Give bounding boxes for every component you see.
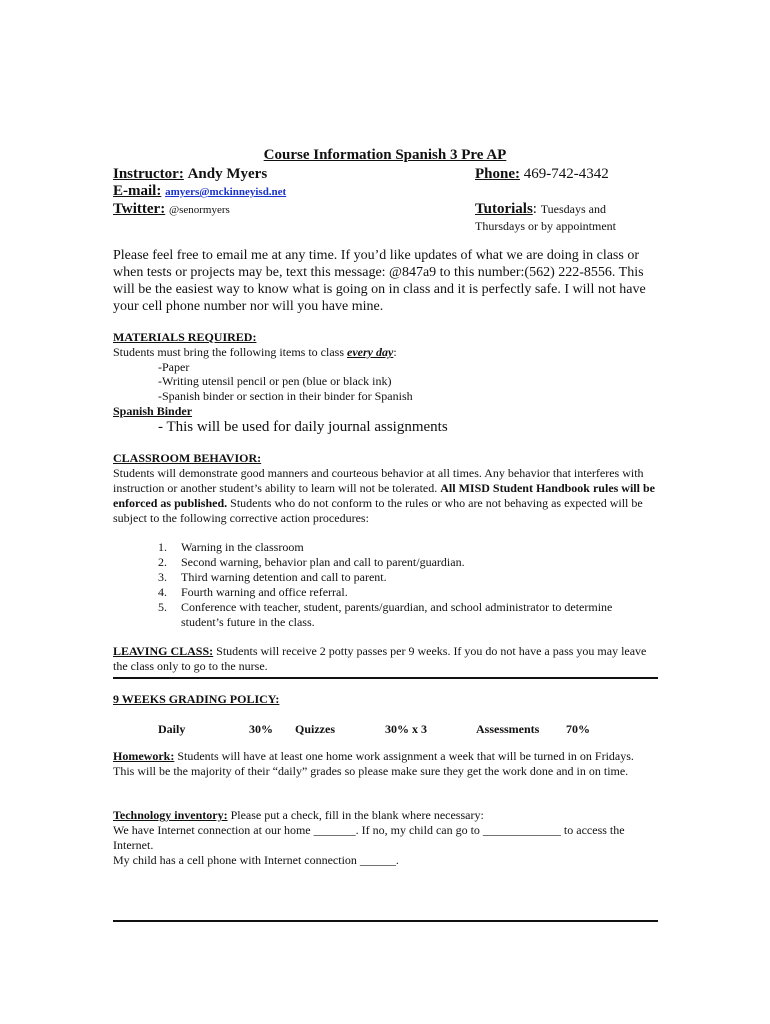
- behavior-heading: CLASSROOM BEHAVIOR:: [113, 451, 262, 465]
- instructor-name: Andy Myers: [187, 166, 268, 182]
- behavior-paragraph: [113, 466, 658, 526]
- list-item: [158, 555, 648, 570]
- page-title: Course Information Spanish 3 Pre AP: [263, 147, 507, 163]
- tutorials-days: Tuesdays and: [540, 202, 606, 216]
- behavior-text-a: Students will demonstrate good manners and courteous behavior at all times. Any behavior that interferes with instruction or another student’s ability to learn will not be tolerated.: [113, 466, 644, 495]
- grading-assessments-pct: 70%: [566, 722, 590, 736]
- list-item: [158, 600, 648, 630]
- section-divider: [113, 677, 658, 679]
- step-number: 2.: [158, 555, 167, 569]
- twitter-handle: @senormyers: [168, 204, 230, 216]
- leaving-class-paragraph: [113, 644, 658, 674]
- tutorials-days-continued: Thursdays or by appointment: [475, 219, 616, 233]
- list-item: [158, 570, 648, 585]
- step-text: Fourth warning and office referral.: [181, 585, 348, 599]
- material-item: -Paper: [158, 360, 190, 374]
- step-number: 4.: [158, 585, 167, 599]
- material-item: -Writing utensil pencil or pen (blue or black ink): [158, 374, 392, 388]
- step-number: 3.: [158, 570, 167, 584]
- homework-heading: Homework:: [113, 749, 175, 763]
- materials-lead-text: Students must bring the following items to class: [113, 345, 344, 359]
- step-text: Warning in the classroom: [181, 540, 304, 554]
- email-link[interactable]: amyers@mckinneyisd.net: [165, 186, 287, 198]
- phone-label: Phone:: [475, 166, 520, 182]
- step-text: Second warning, behavior plan and call to parent/guardian.: [181, 555, 465, 569]
- list-item: [158, 540, 648, 555]
- homework-text: Students will have at least one home work assignment a week that will be turned in on Fridays. This will be the majority of their “daily” grades so please make sure they get the work done and in on time.: [113, 749, 634, 778]
- technology-paragraph: [113, 808, 658, 868]
- tutorials-label: Tutorials: [475, 201, 533, 217]
- behavior-text-bold: All MISD Student Handbook rules will be enforced as published.: [113, 481, 655, 510]
- behavior-text-b: Students who do not conform to the rules or who are not behaving as expected will be subject to the following corrective action procedures:: [113, 496, 643, 525]
- list-item: [158, 585, 648, 600]
- technology-lead: Please put a check, fill in the blank where necessary:: [230, 808, 484, 822]
- step-number: 5.: [158, 600, 167, 614]
- phone-value: 469-742-4342: [523, 166, 609, 182]
- grading-quizzes-label: Quizzes: [295, 722, 335, 736]
- grading-daily-label: Daily: [158, 722, 186, 736]
- materials-heading: MATERIALS REQUIRED:: [113, 330, 257, 344]
- grading-quizzes-pct: 30% x 3: [385, 722, 427, 736]
- intro-paragraph: Please feel free to email me at any time. If you’d like updates of what we are doing in class or when tests or projects may be, text this message: @847a9 to this number:(562) 222-8556. This will be the easiest way to know what is going on in class and it is perfectly safe. I will not have your cell phone number nor will you have mine.: [113, 248, 646, 314]
- technology-heading: Technology inventory:: [113, 808, 228, 822]
- grading-daily-pct: 30%: [249, 722, 273, 736]
- homework-paragraph: [113, 749, 658, 779]
- step-text: Third warning detention and call to parent.: [181, 570, 387, 584]
- materials-lead: Students must bring the following items to class every day:: [113, 345, 397, 359]
- email-label: E-mail:: [113, 183, 162, 199]
- binder-heading: Spanish Binder: [113, 404, 193, 418]
- instructor-line: [113, 166, 267, 183]
- tutorials-line: Tutorials: Tuesdays and: [475, 201, 606, 217]
- twitter-label: Twitter:: [113, 201, 166, 217]
- email-line: [113, 183, 286, 200]
- materials-lead-emphasis: every day: [347, 345, 394, 359]
- technology-phone-line: My child has a cell phone with Internet connection ______.: [113, 853, 399, 867]
- twitter-line: [113, 201, 230, 218]
- grading-assessments-label: Assessments: [476, 722, 540, 736]
- leaving-class-text: Students will receive 2 potty passes per 9 weeks. If you do not have a pass you may leave the class only to go to the nurse.: [113, 644, 647, 673]
- corrective-steps-list: [158, 540, 648, 630]
- grading-heading: 9 WEEKS GRADING POLICY:: [113, 692, 280, 706]
- step-number: 1.: [158, 540, 167, 554]
- step-text: Conference with teacher, student, parents/guardian, and school administrator to determine student’s future in the class.: [181, 600, 613, 629]
- phone-line: [475, 166, 609, 183]
- bottom-divider: [113, 920, 658, 922]
- technology-lead-line: [113, 808, 658, 823]
- technology-internet-line: We have Internet connection at our home _______. If no, my child can go to _____________ to access the Internet.: [113, 823, 625, 852]
- leaving-class-heading: LEAVING CLASS:: [113, 644, 214, 658]
- instructor-label: Instructor:: [113, 166, 184, 182]
- binder-note: - This will be used for daily journal assignments: [158, 419, 448, 435]
- material-item: -Spanish binder or section in their binder for Spanish: [158, 389, 413, 403]
